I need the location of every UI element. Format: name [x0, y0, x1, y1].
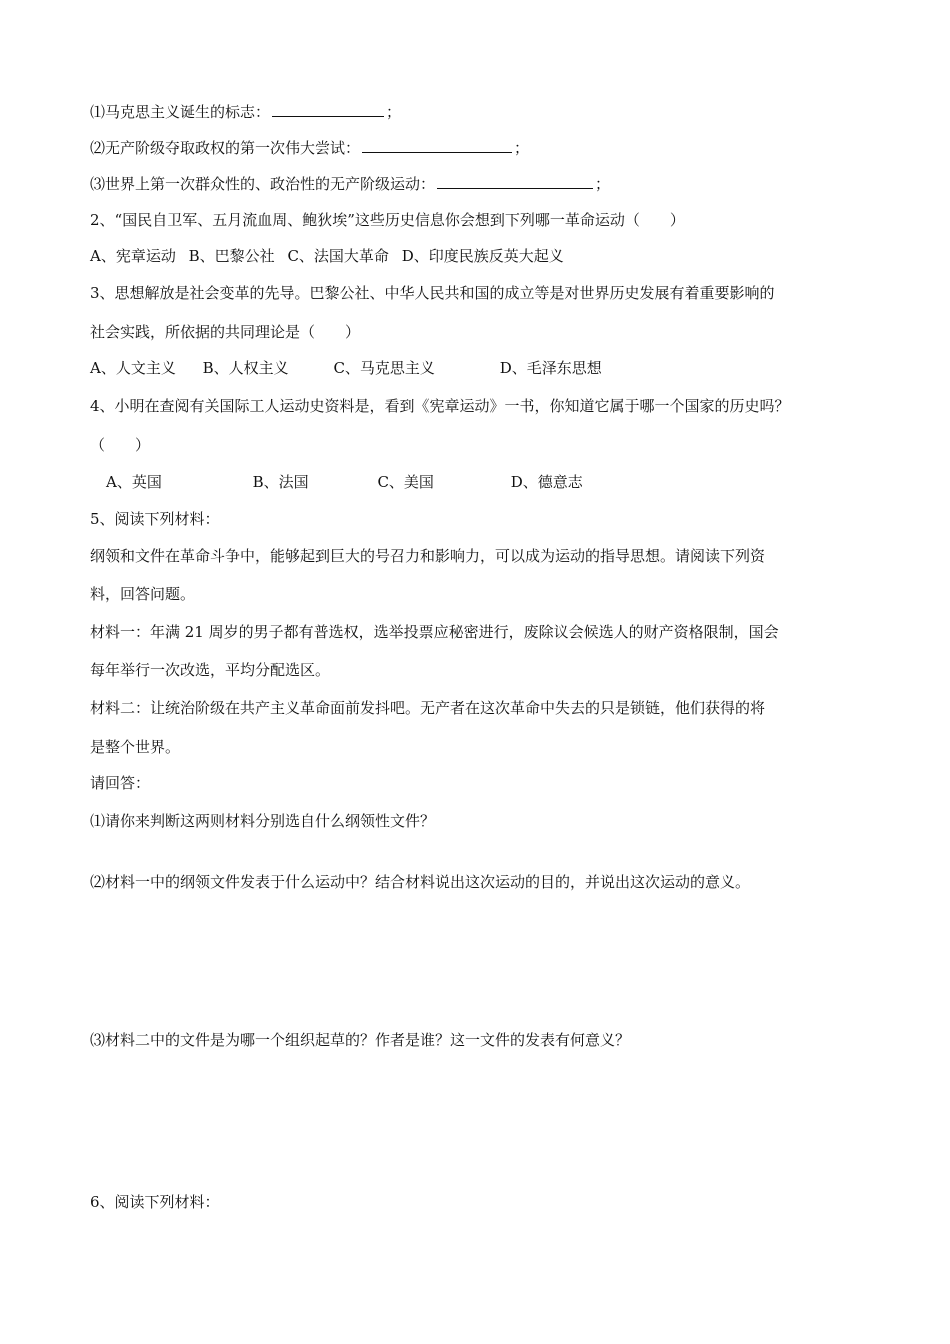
q5-intro-line2: 料，回答问题。: [90, 585, 196, 603]
q5-sub2: ⑵材料一中的纲领文件发表于什么运动中？结合材料说出这次运动的目的，并说出这次运动的意义。: [90, 873, 751, 891]
q5-material2-line1: 材料二：让统治阶级在共产主义革命面前发抖吧。无产者在这次革命中失去的只是锁链，他们获得的将: [90, 699, 766, 717]
q5-title: 5、阅读下列材料：: [90, 510, 220, 528]
q4-stem-line1: 4、小明在查阅有关国际工人运动史资料是，看到《宪章运动》一书，你知道它属于哪一个国家的历史吗？: [90, 397, 790, 415]
q5-sub1: ⑴请你来判断这两则材料分别选自什么纲领性文件？: [90, 812, 436, 830]
q4-option-b: B、法国: [252, 473, 309, 491]
q2-stem: 2、“国民自卫军、五月流血周、鲍狄埃”这些历史信息你会想到下列哪一革命运动（ ）: [90, 211, 685, 229]
q6-title: 6、阅读下列材料：: [90, 1193, 220, 1211]
q5-ask: 请回答：: [90, 774, 151, 792]
q4-option-d: D、德意志: [510, 473, 583, 491]
q5-material2-line2: 是整个世界。: [90, 738, 181, 756]
q3-stem-line2: 社会实践，所依据的共同理论是（ ）: [90, 323, 361, 341]
q2-option-b: B、巴黎公社: [188, 247, 275, 265]
q2-option-d: D、印度民族反英大起义: [401, 247, 564, 265]
q1-sub1-blank: [272, 102, 384, 117]
q2-option-c: C、法国大革命: [287, 247, 389, 265]
q4-stem-line2: （ ）: [90, 436, 151, 454]
q3-option-d: D、毛泽东思想: [499, 359, 602, 377]
q3-option-b: B、人权主义: [202, 359, 289, 377]
q3-options: [90, 358, 602, 378]
q5-intro-line1: 纲领和文件在革命斗争中，能够起到巨大的号召力和影响力，可以成为运动的指导思想。请阅读下列资: [90, 547, 766, 565]
q3-option-a: A、人文主义: [90, 359, 176, 377]
q1-sub3-blank: [437, 174, 593, 189]
q1-sub2: [90, 138, 529, 158]
q3-option-c: C、马克思主义: [333, 359, 435, 377]
q5-material1-line2: 每年举行一次改选，平均分配选区。: [90, 661, 331, 679]
q4-option-c: C、美国: [377, 473, 434, 491]
q4-option-a: A、英国: [106, 473, 162, 491]
q1-sub3: [90, 174, 610, 194]
q1-sub2-text: ⑵无产阶级夺取政权的第一次伟大尝试：: [90, 139, 361, 157]
q2-option-a: A、宪章运动: [90, 247, 176, 265]
q1-sub3-end: ；: [595, 175, 611, 193]
q3-stem-line1: 3、思想解放是社会变革的先导。巴黎公社、中华人民共和国的成立等是对世界历史发展有着重要影响的: [90, 284, 775, 302]
q1-sub1: [90, 102, 401, 122]
q2-options: [90, 246, 564, 266]
q1-sub2-blank: [362, 138, 512, 153]
q1-sub1-text: ⑴马克思主义诞生的标志：: [90, 103, 271, 121]
q5-sub3: ⑶材料二中的文件是为哪一个组织起草的？作者是谁？这一文件的发表有何意义？: [90, 1031, 631, 1049]
q5-material1-line1: 材料一：年满 21 周岁的男子都有普选权，选举投票应秘密进行，废除议会候选人的财产资格限制，国会: [90, 623, 779, 641]
q4-options: [106, 472, 583, 492]
q1-sub3-text: ⑶世界上第一次群众性的、政治性的无产阶级运动：: [90, 175, 436, 193]
q1-sub2-end: ；: [514, 139, 530, 157]
q1-sub1-end: ；: [386, 103, 402, 121]
